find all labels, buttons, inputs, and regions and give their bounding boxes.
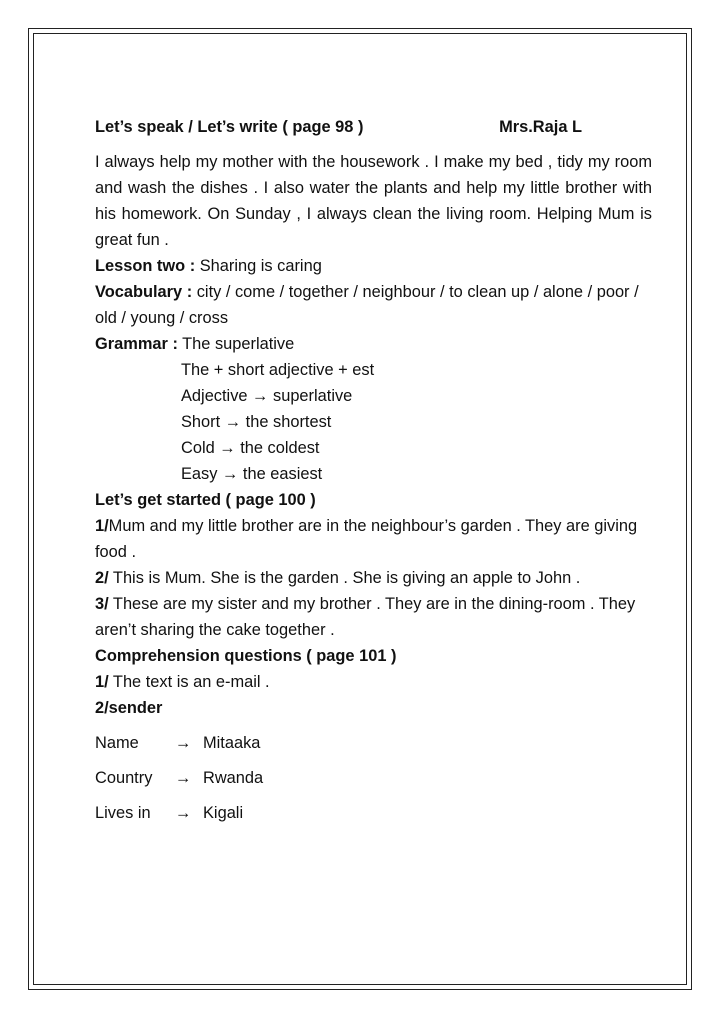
started-item (95, 565, 652, 591)
grammar-rule: The + short adjective + est (181, 361, 375, 379)
lesson-label: Lesson two : (95, 257, 196, 275)
grammar-rule: Easy → the easiest (181, 465, 323, 483)
sender-detail-row (95, 730, 652, 756)
question-answer: The text is an e-mail . (108, 673, 270, 691)
document-body (95, 114, 652, 826)
item-number: 3/ (95, 595, 109, 613)
grammar-text: The superlative (177, 335, 295, 353)
grammar-rule: Adjective → superlative (181, 387, 353, 405)
lesson-text: Sharing is caring (195, 257, 322, 275)
grammar-label: Grammar : (95, 335, 178, 353)
lesson-line (95, 253, 652, 279)
author-name: Mrs.Raja L (499, 118, 582, 136)
page-title: Let’s speak / Let’s write ( page 98 ) (95, 118, 364, 136)
arrow-icon: → (175, 734, 192, 752)
sender-heading: 2/sender (95, 699, 163, 717)
started-item (95, 513, 652, 565)
intro-paragraph: I always help my mother with the housework . I make my bed , tidy my room and wash the dishes . I also water the plants and help my little brother with his homework. On Sunday , I always clean the living room. Helping Mum is great fun . (95, 153, 652, 249)
sender-detail-row (95, 800, 652, 826)
started-heading: Let’s get started ( page 100 ) (95, 491, 316, 509)
question-1 (95, 669, 652, 695)
detail-value: Mitaaka (203, 734, 261, 752)
item-text: These are my sister and my brother . They are in the dining-room . They aren’t sharing the cake together . (95, 595, 636, 639)
sender-detail-row (95, 765, 652, 791)
vocabulary-label: Vocabulary : (95, 283, 193, 301)
vocabulary-line (95, 279, 652, 331)
detail-value: Kigali (203, 804, 244, 822)
grammar-rule: Cold → the coldest (181, 439, 320, 457)
detail-value: Rwanda (203, 769, 264, 787)
item-number: 2/ (95, 569, 109, 587)
arrow-icon: → (175, 804, 192, 822)
item-number: 1/ (95, 517, 109, 535)
title-row (95, 114, 652, 140)
item-text: Mum and my little brother are in the neighbour’s garden . They are giving food . (95, 517, 638, 561)
arrow-icon: → (175, 769, 192, 787)
grammar-rule: Short → the shortest (181, 413, 332, 431)
comprehension-heading: Comprehension questions ( page 101 ) (95, 647, 397, 665)
item-text: This is Mum. She is the garden . She is giving an apple to John . (108, 569, 581, 587)
detail-key: Lives in (95, 804, 151, 822)
question-number: 1/ (95, 673, 109, 691)
started-item (95, 591, 652, 643)
grammar-line (95, 331, 652, 357)
vocabulary-text: city / come / together / neighbour / to clean up / alone / poor / old / young / cross (95, 283, 639, 327)
detail-key: Country (95, 769, 153, 787)
detail-key: Name (95, 734, 139, 752)
